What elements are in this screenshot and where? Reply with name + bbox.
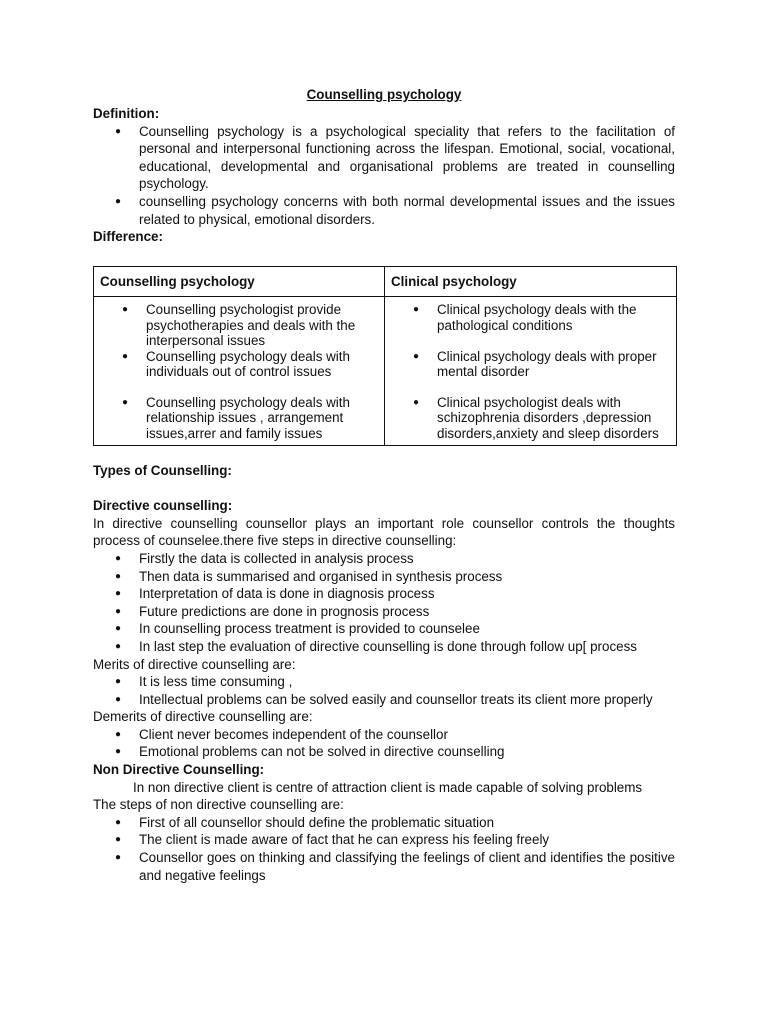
non-directive-steps-label: The steps of non directive counselling are: xyxy=(93,797,344,813)
list-item: ● Clinical psychology deals with proper mental disorder xyxy=(391,349,670,380)
directive-heading: Directive counselling: xyxy=(93,498,233,514)
directive-intro: In directive counselling counsellor plays an important role counsellor controls the thoughts process of counselee.there five steps in directive counselling: xyxy=(93,515,675,549)
demerits-list xyxy=(93,726,675,761)
merits-list xyxy=(93,673,675,708)
table-header-row xyxy=(94,266,677,297)
table-cell-clinical xyxy=(385,297,677,446)
list-item: ● Interpretation of data is done in diagnosis process xyxy=(93,585,675,603)
table-header-clinical: Clinical psychology xyxy=(385,266,677,297)
non-directive-intro: In non directive client is centre of attraction client is made capable of solving problems xyxy=(133,779,643,795)
table-row xyxy=(94,297,677,446)
list-item: ● First of all counsellor should define the problematic situation xyxy=(93,814,675,832)
types-heading: Types of Counselling: xyxy=(93,462,232,478)
table-cell-counselling xyxy=(94,297,385,446)
list-item: ● Intellectual problems can be solved easily and counsellor treats its client more properly xyxy=(93,691,675,709)
list-item: ● It is less time consuming , xyxy=(93,673,675,691)
list-item: ● counselling psychology concerns with both normal developmental issues and the issues related to physical, emotional disorders. xyxy=(93,193,675,228)
clinical-points xyxy=(391,302,670,441)
list-item: ● In last step the evaluation of directive counselling is done through follow up[ process xyxy=(93,638,675,656)
definition-list xyxy=(93,123,675,229)
spacer xyxy=(93,480,675,498)
list-item: ● Client never becomes independent of the counsellor xyxy=(93,726,675,744)
list-item: ● Counselling psychology is a psychological speciality that refers to the facilitation of personal and interpersonal functioning across the lifespan. Emotional, social, vocational, educational, developmental and organisational problems are treated in counselling psychology. xyxy=(93,123,675,193)
directive-steps-list xyxy=(93,550,675,656)
list-item: ● Firstly the data is collected in analysis process xyxy=(93,550,675,568)
difference-heading: Difference: xyxy=(93,229,163,245)
definition-heading: Definition: xyxy=(93,106,160,121)
list-item: ● In counselling process treatment is provided to counselee xyxy=(93,620,675,638)
merits-label: Merits of directive counselling are: xyxy=(93,656,296,672)
list-item: ● Counsellor goes on thinking and classifying the feelings of client and identifies the positive and negative feelings xyxy=(93,849,675,884)
non-directive-heading: Non Directive Counselling: xyxy=(93,762,265,778)
list-item: ● Future predictions are done in prognosis process xyxy=(93,603,675,621)
list-item: ● The client is made aware of fact that he can express his feeling freely xyxy=(93,831,675,849)
list-item: ● Clinical psychologist deals with schizophrenia disorders ,depression disorders,anxiety and sleep disorders xyxy=(391,395,670,441)
difference-table xyxy=(93,266,677,446)
counselling-points xyxy=(100,302,378,441)
document-page xyxy=(93,86,675,884)
non-directive-steps-list xyxy=(93,814,675,884)
demerits-label: Demerits of directive counselling are: xyxy=(93,709,313,725)
list-item: ● Counselling psychology deals with relationship issues , arrangement issues,arrer and family issues xyxy=(100,395,378,441)
list-item: ● Counselling psychology deals with individuals out of control issues xyxy=(100,349,378,380)
list-item: ● Emotional problems can not be solved in directive counselling xyxy=(93,743,675,761)
list-item: ● Then data is summarised and organised in synthesis process xyxy=(93,568,675,586)
document-title: Counselling psychology xyxy=(306,87,462,102)
table-header-counselling: Counselling psychology xyxy=(94,266,385,297)
list-item: ● Counselling psychologist provide psychotherapies and deals with the interpersonal issues xyxy=(100,302,378,348)
list-item: ● Clinical psychology deals with the pathological conditions xyxy=(391,302,670,333)
